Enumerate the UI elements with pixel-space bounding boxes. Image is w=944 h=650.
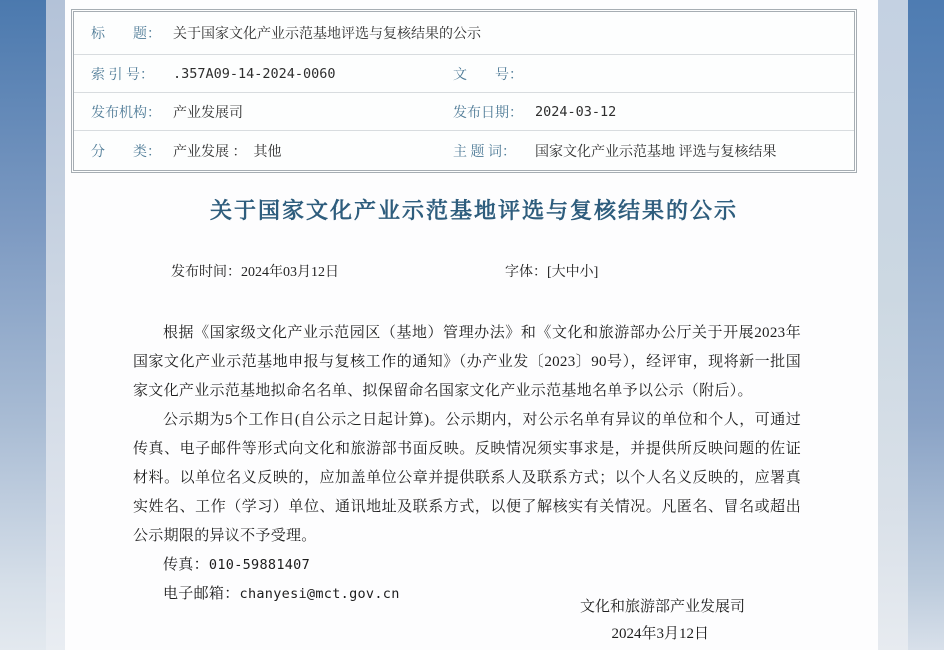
email-label: 电子邮箱： (163, 586, 240, 602)
meta-cell-category (91, 141, 453, 161)
publish-info-line (103, 261, 845, 281)
publish-time (171, 261, 339, 281)
meta-value-date: 2024-03-12 (535, 103, 617, 120)
fax-label: 传真： (163, 557, 209, 573)
meta-label-docnum: 文 号： (453, 67, 523, 83)
signature-organization: 文化和旅游部产业发展司 (579, 599, 745, 615)
meta-label-date: 发布日期： (453, 105, 523, 121)
font-size-label: 字体： (505, 265, 547, 280)
font-size-bracket-close: ] (593, 265, 599, 280)
meta-row-title (74, 12, 854, 55)
meta-cell-docnum (453, 64, 854, 84)
meta-label-subject: 主 题 词： (453, 144, 516, 160)
meta-label-org: 发布机构： (91, 105, 161, 121)
paragraph-basis: 根据《国家级文化产业示范园区（基地）管理办法》和《文化和旅游部办公厅关于开展2023年国家文化产业示范基地申报与复核工作的通知》（办产业发〔2023〕90号），经评审，现将新一批国家文化产业示范基地拟命名名单、拟保留命名国家文化产业示范基地名单予以公示（附后）。 (133, 325, 801, 399)
font-size-small[interactable]: 小 (579, 265, 594, 280)
signature-block (133, 594, 801, 648)
font-size-bracket-open: [ (547, 265, 552, 280)
font-size-medium[interactable]: 中 (565, 265, 580, 280)
document-body (133, 319, 801, 609)
font-size-large[interactable]: 大 (551, 265, 566, 280)
background-gradient-right-outer (908, 0, 944, 650)
signature-date: 2024年3月12日 (611, 626, 709, 642)
meta-label-index: 索 引 号： (91, 67, 154, 83)
meta-value-index: .357A09-14-2024-0060 (173, 65, 336, 82)
paragraph-publicity-period: 公示期为5个工作日(自公示之日起计算)。公示期内，对公示名单有异议的单位和个人，可通过传真、电子邮件等形式向文化和旅游部书面反映。反映情况须实事求是，并提供所反映问题的佐证材料。以单位名义反映的，应加盖单位公章并提供联系人及联系方式；以个人名义反映的，应署真实姓名、工作（学习）单位、通讯地址及联系方式，以便了解核实有关情况。凡匿名、冒名或超出公示期限的异议不予受理。 (133, 412, 801, 544)
meta-row-index-docnum (74, 55, 854, 93)
meta-value-subject: 国家文化产业示范基地 评选与复核结果 (535, 144, 777, 160)
document-title: 关于国家文化产业示范基地评选与复核结果的公示 (209, 198, 738, 223)
background-gradient-right-inner (878, 0, 908, 650)
meta-value-category: 产业发展 ： 其他 (173, 144, 282, 160)
meta-row-org-date (74, 93, 854, 131)
background-gradient-left-outer (0, 0, 46, 650)
meta-row-category-subject (74, 131, 854, 170)
fax-line (133, 551, 801, 580)
font-size-switcher (505, 261, 598, 281)
meta-cell-index (91, 64, 453, 84)
meta-label-category: 分 类： (91, 144, 161, 160)
meta-value-title: 关于国家文化产业示范基地评选与复核结果的公示 (173, 27, 481, 42)
meta-cell-org (91, 102, 453, 122)
meta-value-org: 产业发展司 (173, 105, 243, 121)
meta-cell-subject (453, 141, 854, 161)
meta-label-title: 标 题： (91, 27, 161, 42)
meta-cell-date (453, 102, 854, 122)
publish-time-value: 2024年03月12日 (241, 265, 339, 280)
document-metadata-table (71, 9, 857, 173)
publish-time-label: 发布时间： (171, 265, 241, 280)
background-gradient-left-inner (46, 0, 65, 650)
email-address: chanyesi@mct.gov.cn (239, 586, 400, 602)
fax-number: 010-59881407 (208, 557, 311, 573)
